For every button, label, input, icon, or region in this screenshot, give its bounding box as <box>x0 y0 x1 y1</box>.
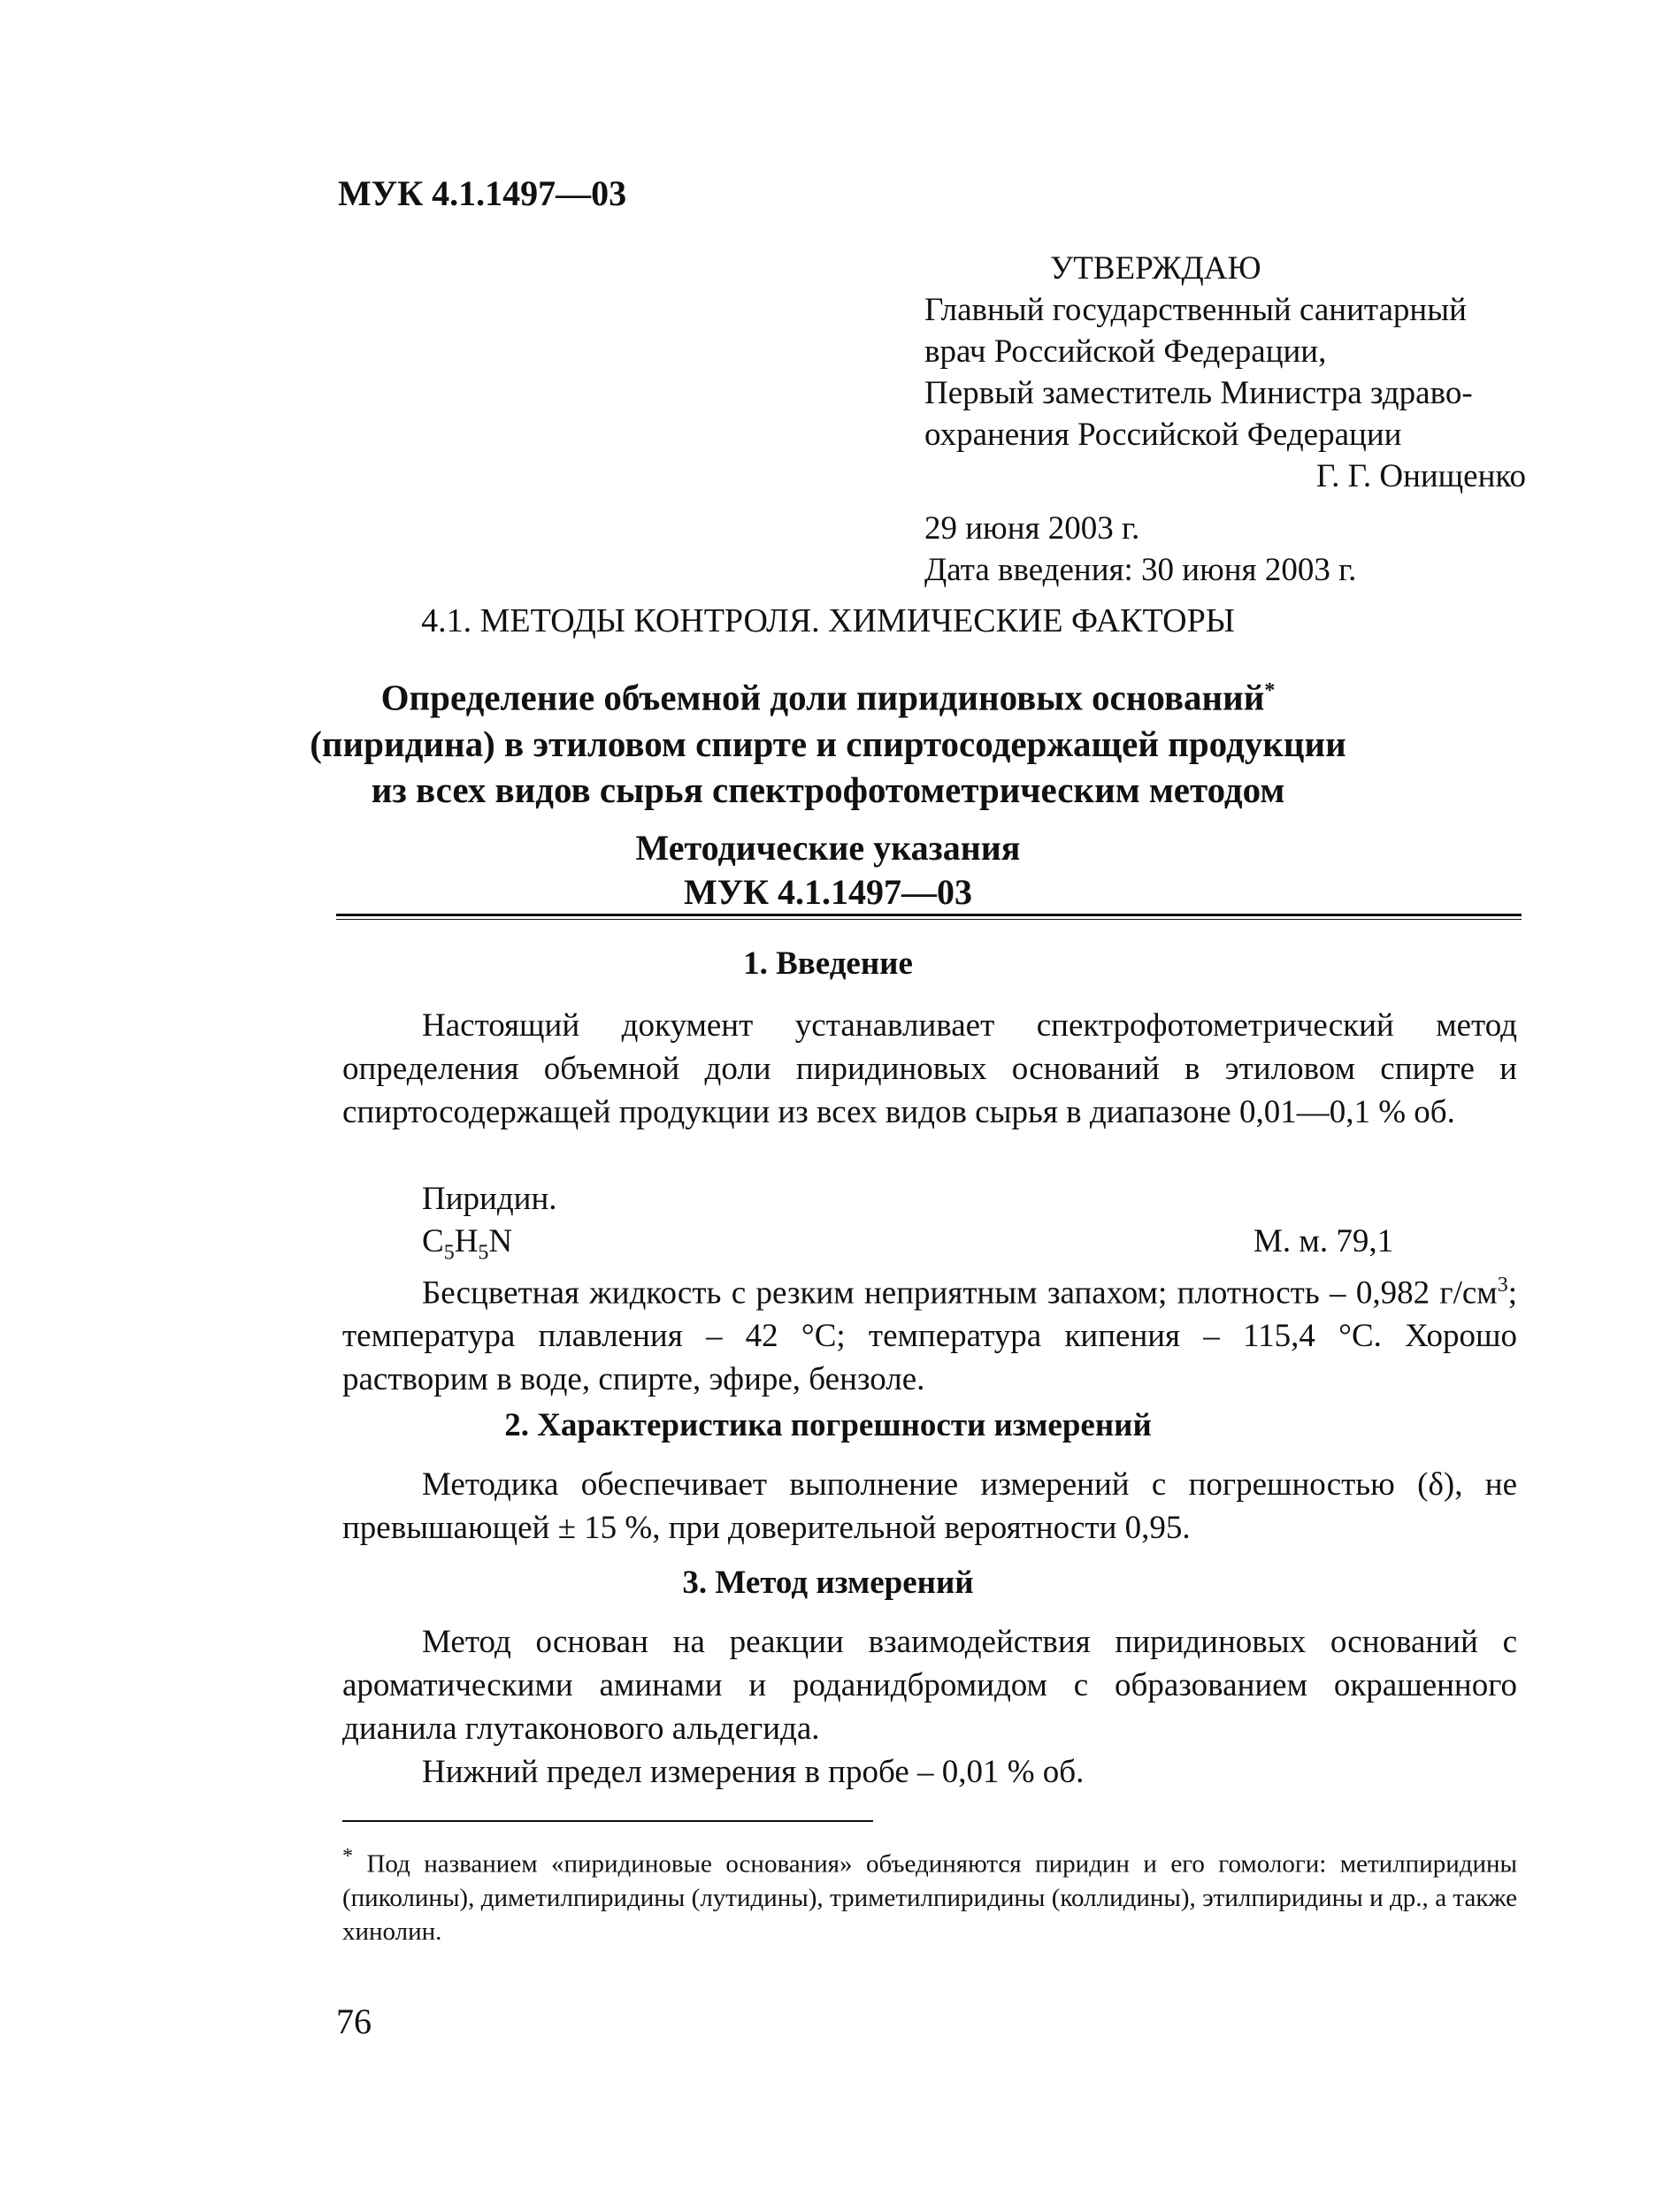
footnote: * Под названием «пиридиновые основания» объединяются пиридин и его гомологи: метилпиридины (пиколины), диметилпиридины (лутидины), триметилпиридины (коллидины), этилпиридины и др., а также хинолин. <box>342 1845 1518 1946</box>
approval-line: врач Российской Федерации, <box>924 333 1327 370</box>
error-paragraph: Методика обеспечивает выполнение измерений с погрешностью (δ), не превышающей ± 15 %, при доверительной вероятности 0,95. <box>342 1466 1517 1546</box>
molar-mass: М. м. 79,1 <box>1254 1223 1394 1259</box>
section-heading-method: 3. Метод измерений <box>682 1565 974 1601</box>
introduction-date: Дата введения: 30 июня 2003 г. <box>924 552 1357 588</box>
signatory-name: Г. Г. Онищенко <box>1315 458 1526 494</box>
title-line: из всех видов сырья спектрофотометрическим методом <box>371 769 1285 810</box>
approval-block <box>924 248 1526 591</box>
approval-line: Главный государственный санитарный <box>924 292 1467 328</box>
divider-bottom <box>336 919 1522 920</box>
title-line: (пиридина) в этиловом спирте и спиртосодержащей продукции <box>310 723 1346 764</box>
method-paragraph: Метод основан на реакции взаимодействия пиридиновых оснований с ароматическими аминами и роданидбромидом с образованием окрашенного дианила глутаконового альдегида. <box>342 1624 1517 1747</box>
section-heading-error: 2. Характеристика погрешности измерений <box>504 1407 1152 1443</box>
detection-limit: Нижний предел измерения в пробе – 0,01 % об. <box>422 1754 1085 1790</box>
divider-top <box>336 914 1522 916</box>
approval-line: охранения Российской Федерации <box>924 417 1402 453</box>
guidelines-code: МУК 4.1.1497—03 <box>683 872 973 912</box>
footnote-separator <box>342 1820 873 1822</box>
footnote-mark: * <box>1264 679 1276 702</box>
guidelines-heading <box>0 826 1656 915</box>
page-number: 76 <box>336 2002 372 2041</box>
chemical-formula: $C_5H_5N$ <box>422 1223 513 1265</box>
approval-line: Первый заместитель Министра здраво- <box>924 375 1473 411</box>
footnote-mark: * <box>342 1845 353 1868</box>
approval-date: 29 июня 2003 г. <box>924 510 1140 547</box>
substance-name: Пиридин. <box>422 1181 557 1217</box>
section-title: 4.1. МЕТОДЫ КОНТРОЛЯ. ХИМИЧЕСКИЕ ФАКТОРЫ <box>421 602 1235 639</box>
title-line: Определение объемной доли пиридиновых оснований <box>380 677 1265 718</box>
introduction-paragraph: Настоящий документ устанавливает спектрофотометрический метод определения объемной доли пиридиновых оснований в этиловом спирте и спиртосодержащей продукции из всех видов сырья в диапазоне 0,01—0,1 % об. <box>342 1007 1517 1130</box>
chemical-formula-row <box>422 1222 1517 1265</box>
properties-paragraph: Бесцветная жидкость с резким неприятным запахом; плотность – 0,982 $г/см^3$; температура плавления – 42 °С; температура кипения – 115,4 °С. Хорошо растворим в воде, спирте, эфире, бензоле. <box>342 1274 1517 1398</box>
section-heading-introduction: 1. Введение <box>743 945 913 982</box>
document-code-header: МУК 4.1.1497—03 <box>338 173 627 213</box>
guidelines-label: Методические указания <box>635 828 1021 868</box>
approval-title: УТВЕРЖДАЮ <box>1050 250 1261 287</box>
document-title <box>0 668 1656 813</box>
